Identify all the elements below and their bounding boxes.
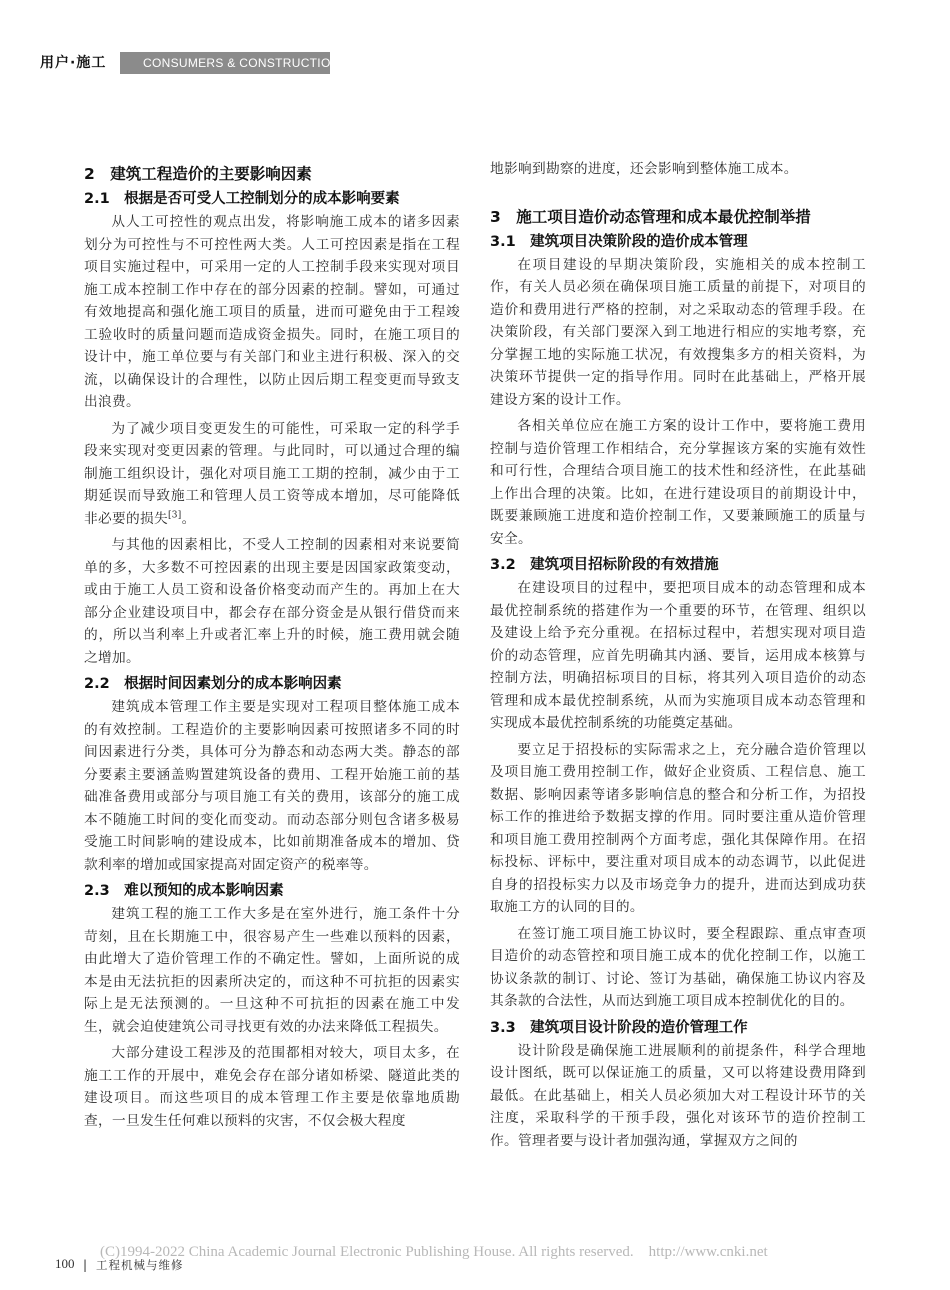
- journal-name: 工程机械与维修: [96, 1258, 184, 1272]
- paragraph: [84, 418, 460, 531]
- paragraph-text: 为了减少项目变更发生的可能性，可采取一定的科学手段来实现对变更因素的管理。与此同时，可以通过合理的编制施工组织设计，强化对项目施工工期的控制，减少由于工期延误而导致施工和管理人员工资等成本增加，尽可能降低非必要的损失: [84, 420, 460, 527]
- section-3-3-heading: 3.3 建筑项目设计阶段的造价管理工作: [490, 1019, 748, 1036]
- section-2-heading: 2 建筑工程造价的主要影响因素: [84, 165, 312, 183]
- paragraph: 要立足于招投标的实际需求之上，充分融合造价管理以及项目施工费用控制工作，做好企业资质、工程信息、施工数据、影响因素等诸多影响信息的整合和分析工作，为招投标工作的推进给予数据支撑的作用。同时要注重从造价管理和项目施工费用控制两个方面考虑，强化其保障作用。在招标投标、评标中，要注重对项目成本的动态调节，以此促进自身的招投标实力以及市场竞争力的提升，进而达到成功获取施工方的认同的目的。: [490, 741, 866, 915]
- section-3-2-heading: 3.2 建筑项目招标阶段的有效措施: [490, 557, 719, 573]
- paragraph-end: 。: [181, 510, 196, 527]
- citation-ref: [3]: [167, 509, 182, 520]
- paragraph: 建筑成本管理工作主要是实现对工程项目整体施工成本的有效控制。工程造价的主要影响因素可按照诸多不同的时间因素进行分类，具体可分为静态和动态两大类。静态的部分要素主要涵盖购置建筑设备的费用、工程开始施工前的基础准备费用或部分与项目施工有关的费用，该部分的施工成本不随施工时间的变化而变动。而动态部分则包含诸多极易受施工时间影响的建设成本，比如前期准备成本的增加、贷款利率的增加或国家提高对固定资产的税率等。: [84, 699, 460, 873]
- running-header: [0, 52, 950, 74]
- left-column: [84, 158, 460, 1136]
- page-number: 100: [55, 1256, 75, 1271]
- header-section-zh: 用户·施工: [40, 55, 107, 71]
- right-column: [490, 158, 866, 1156]
- paragraph: 与其他的因素相比，不受人工控制的因素相对来说要简单的多，大多数不可控因素的出现主要是因国家政策变动，或由于施工人员工资和设备价格变动而产生的。再加上在大部分企业建设项目中，都会存在部分资金是从银行借贷而来的，所以当利率上升或者汇率上升的时候，施工费用就会随之增加。: [84, 537, 460, 666]
- paragraph: 在项目建设的早期决策阶段，实施相关的成本控制工作，有关人员必须在确保项目施工质量的前提下，对项目的造价和费用进行严格的控制，对之采取动态的管理手段。在决策阶段，有关部门要深入到工地进行相应的实地考察，充分掌握工地的实际施工状况，有效搜集多方的相关资料，为决策环节提供一定的指导作用。同时在此基础上，严格开展建设方案的设计工作。: [490, 256, 866, 408]
- section-2-1-heading: 2.1 根据是否可受人工控制划分的成本影响要素: [84, 191, 400, 207]
- paragraph: 设计阶段是确保施工进展顺利的前提条件，科学合理地设计图纸，既可以保证施工的质量，又可以将建设费用降到最低。在此基础上，相关人员必须加大对工程设计环节的关注度，采取科学的干预手段，强化对该环节的造价控制工作。管理者要与设计者加强沟通，掌握双方之间的: [490, 1042, 866, 1149]
- section-3-heading: 3 施工项目造价动态管理和成本最优控制举措: [490, 207, 811, 226]
- paragraph: 建筑工程的施工工作大多是在室外进行，施工条件十分苛刻，且在长期施工中，很容易产生一些难以预料的因素，由此增大了造价管理工作的不确定性。譬如，上面所说的成本是由无法抗拒的因素所决定的，而这种不可抗拒的因素实际上是无法预测的。一旦这种不可抗拒的因素在施工中发生，就会迫使建筑公司寻找更有效的办法来降低工程损失。: [84, 906, 460, 1035]
- copyright-watermark: (C)1994-2022 China Academic Journal Electronic Publishing House. All rights reserved. http://www.cnki.net: [100, 1244, 768, 1260]
- paragraph: 在建设项目的过程中，要把项目成本的动态管理和成本最优控制系统的搭建作为一个重要的环节，在管理、组织以及建设上给予充分重视。在招标过程中，若想实现对项目造价的动态管理，应首先明确其内涵、要旨，运用成本核算与控制方法，明确招标项目的目标，将其列入项目造价的动态管理和成本最优控制系统，从而为实施项目成本动态管理和实现成本最优控制系统的功能奠定基础。: [490, 580, 866, 731]
- paragraph: 大部分建设工程涉及的范围都相对较大，项目太多，在施工工作的开展中，难免会存在部分诸如桥梁、隧道此类的建设项目。而这些项目的成本管理工作主要是依靠地质勘查，一旦发生任何难以预料的灾害，不仅会极大程度: [84, 1045, 460, 1129]
- paragraph: 各相关单位应在施工方案的设计工作中，要将施工费用控制与造价管理工作相结合，充分掌握该方案的实施有效性和可行性，合理结合项目施工的技术性和经济性，在此基础上作出合理的决策。比如，在进行建设项目的前期设计中，既要兼顾施工进度和造价控制工作，又要兼顾施工的质量与安全。: [490, 418, 866, 547]
- paragraph: 在签订施工项目施工协议时，要全程跟踪、重点审查项目造价的动态管控和项目施工成本的优化控制工作，以施工协议条款的制订、讨论、签订为基础，确保施工协议内容及其条款的合法性，从而达到施工项目成本控制优化的目的。: [490, 925, 866, 1009]
- footer-separator: |: [83, 1258, 88, 1272]
- section-2-2-heading: 2.2 根据时间因素划分的成本影响因素: [84, 676, 342, 692]
- paragraph: 从人工可控性的观点出发，将影响施工成本的诸多因素划分为可控性与不可控性两大类。人工可控因素是指在工程项目实施过程中，可采用一定的人工控制手段来实现对项目施工成本控制工作中存在的部分因素的控制。譬如，可通过有效地提高和强化施工项目的质量，进而可避免由于工程竣工验收时的质量问题而造成资金损失。同时，在施工项目的设计中，施工单位要与有关部门和业主进行积极、深入的交流，以确保设计的合理性，以防止因后期工程变更而导致支出浪费。: [84, 214, 460, 410]
- paragraph-continued: 地影响到勘察的进度，还会影响到整体施工成本。: [490, 161, 798, 177]
- section-3-1-heading: 3.1 建筑项目决策阶段的造价成本管理: [490, 233, 748, 250]
- header-section-en: CONSUMERS & CONSTRUCTION: [143, 56, 340, 70]
- section-2-3-heading: 2.3 难以预知的成本影响因素: [84, 883, 284, 899]
